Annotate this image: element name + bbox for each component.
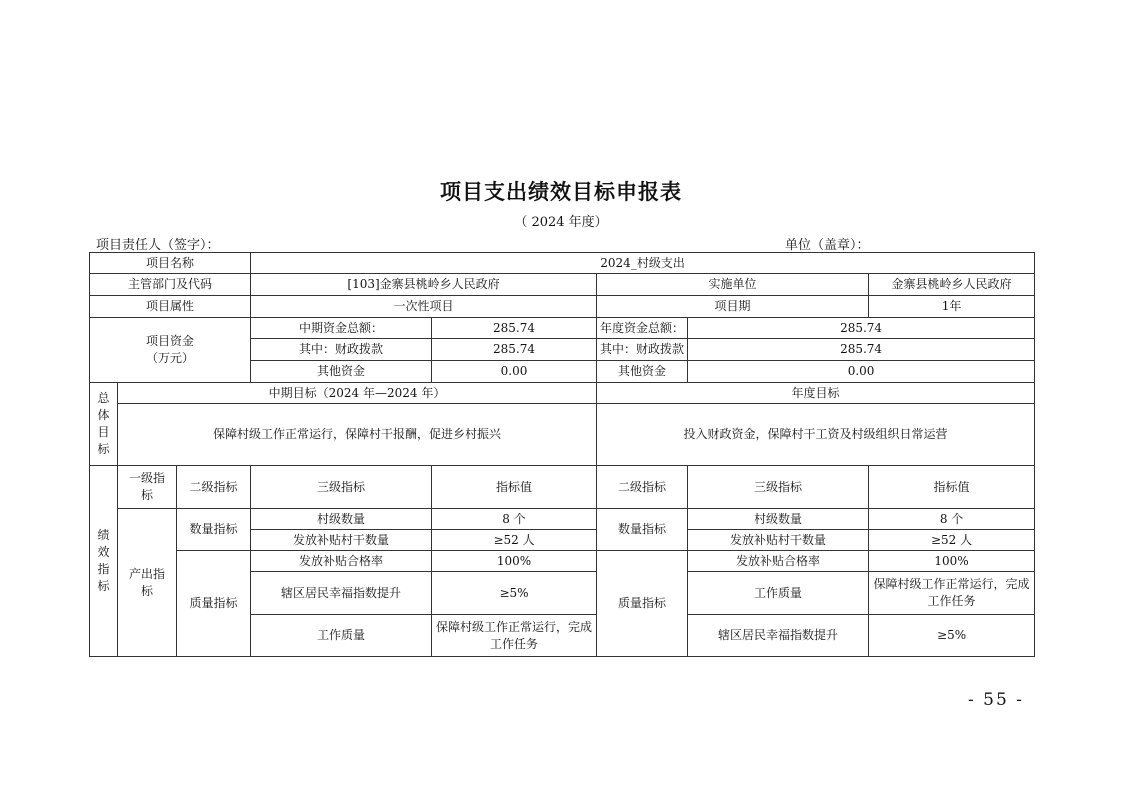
goals-header-row [90, 383, 1035, 404]
project-attribute-label: 项目属性 [90, 296, 251, 318]
level2-header: 二级指标 [177, 466, 251, 509]
performance-indicator-label [90, 466, 118, 657]
mid-indicator-value: 保障村级工作正常运行，完成工作任务 [432, 615, 597, 657]
annual-indicator-name: 发放补贴村干数量 [688, 530, 869, 551]
annual-indicator-value: 8 个 [869, 509, 1035, 530]
page-title: 项目支出绩效目标申报表 [440, 180, 682, 204]
project-name-row [90, 253, 1035, 274]
output-indicator-label-text: 产出指标 [129, 566, 166, 598]
unit-seal-label: 单位（盖章）： [785, 238, 870, 253]
department-value: [103]金寨县桃岭乡人民政府 [251, 274, 597, 296]
indicator-row [90, 509, 1035, 530]
level3-header-annual: 三级指标 [688, 466, 869, 509]
mid-goal-text: 保障村级工作正常运行，保障村干报酬，促进乡村振兴 [118, 404, 597, 466]
annual-indicator-value: 保障村级工作正常运行，完成工作任务 [869, 572, 1035, 615]
annual-indicator-name: 辖区居民幸福指数提升 [688, 615, 869, 657]
annual-indicator-name: 发放补贴合格率 [688, 551, 869, 572]
mid-indicator-name: 工作质量 [251, 615, 432, 657]
value-header: 指标值 [432, 466, 597, 509]
implementing-unit-label: 实施单位 [597, 274, 869, 296]
quantity-indicator-label: 数量指标 [177, 509, 251, 551]
mid-indicator-value: ≥5% [432, 572, 597, 615]
mid-total-value: 285.74 [432, 318, 597, 339]
page-number: - 55 - [968, 690, 1024, 710]
project-funds-label-line1: 项目资金 [146, 334, 195, 349]
mid-indicator-value: ≥52 人 [432, 530, 597, 551]
value-header-annual: 指标值 [869, 466, 1035, 509]
implementing-unit-value: 金寨县桃岭乡人民政府 [869, 274, 1035, 296]
project-funds-label [90, 318, 251, 383]
project-period-value: 1年 [869, 296, 1035, 318]
department-row [90, 274, 1035, 296]
mid-fiscal-value: 285.74 [432, 339, 597, 361]
overall-goal-label-text: 总体目标 [97, 391, 110, 456]
attribute-row [90, 296, 1035, 318]
level1-header-text: 一级指标 [129, 471, 166, 502]
annual-indicator-name: 村级数量 [688, 509, 869, 530]
output-indicator-label [118, 509, 177, 657]
project-name-value: 2024_村级支出 [251, 253, 1035, 274]
performance-indicator-label-text: 绩效指标 [97, 528, 110, 593]
annual-goal-text: 投入财政资金，保障村干工资及村级组织日常运营 [597, 404, 1035, 466]
annual-fiscal-label: 其中：财政拨款 [597, 339, 688, 361]
level2-header-annual: 二级指标 [597, 466, 688, 509]
annual-goal-header: 年度目标 [597, 383, 1035, 404]
project-funds-label-line2: （万元） [146, 351, 195, 365]
project-period-label: 项目期 [597, 296, 869, 318]
responsible-person-label: 项目责任人（签字）： [96, 238, 220, 253]
mid-goal-header: 中期目标（2024 年—2024 年） [118, 383, 597, 404]
fiscal-year: （ 2024 年度） [514, 215, 608, 230]
project-name-label: 项目名称 [90, 253, 251, 274]
mid-indicator-value: 8 个 [432, 509, 597, 530]
department-label: 主管部门及代码 [90, 274, 251, 296]
level3-header: 三级指标 [251, 466, 432, 509]
level1-header [118, 466, 177, 509]
project-attribute-value: 一次性项目 [251, 296, 597, 318]
annual-total-value: 285.74 [688, 318, 1035, 339]
quality-indicator-label-annual: 质量指标 [597, 551, 688, 657]
annual-total-label: 年度资金总额： [597, 318, 688, 339]
mid-other-label: 其他资金 [251, 361, 432, 383]
annual-indicator-value: ≥52 人 [869, 530, 1035, 551]
performance-target-table [89, 252, 1035, 657]
mid-indicator-name: 辖区居民幸福指数提升 [251, 572, 432, 615]
annual-other-value: 0.00 [688, 361, 1035, 383]
annual-fiscal-value: 285.74 [688, 339, 1035, 361]
mid-indicator-name: 发放补贴村干数量 [251, 530, 432, 551]
quantity-indicator-label-annual: 数量指标 [597, 509, 688, 551]
overall-goal-label [90, 383, 118, 466]
mid-indicator-name: 村级数量 [251, 509, 432, 530]
mid-indicator-value: 100% [432, 551, 597, 572]
mid-indicator-name: 发放补贴合格率 [251, 551, 432, 572]
annual-indicator-value: 100% [869, 551, 1035, 572]
indicator-header-row [90, 466, 1035, 509]
annual-indicator-value: ≥5% [869, 615, 1035, 657]
mid-other-value: 0.00 [432, 361, 597, 383]
indicator-row [90, 551, 1035, 572]
funds-total-row [90, 318, 1035, 339]
mid-total-label: 中期资金总额： [251, 318, 432, 339]
mid-fiscal-label: 其中：财政拨款 [251, 339, 432, 361]
goals-text-row [90, 404, 1035, 466]
quality-indicator-label: 质量指标 [177, 551, 251, 657]
annual-other-label: 其他资金 [597, 361, 688, 383]
annual-indicator-name: 工作质量 [688, 572, 869, 615]
